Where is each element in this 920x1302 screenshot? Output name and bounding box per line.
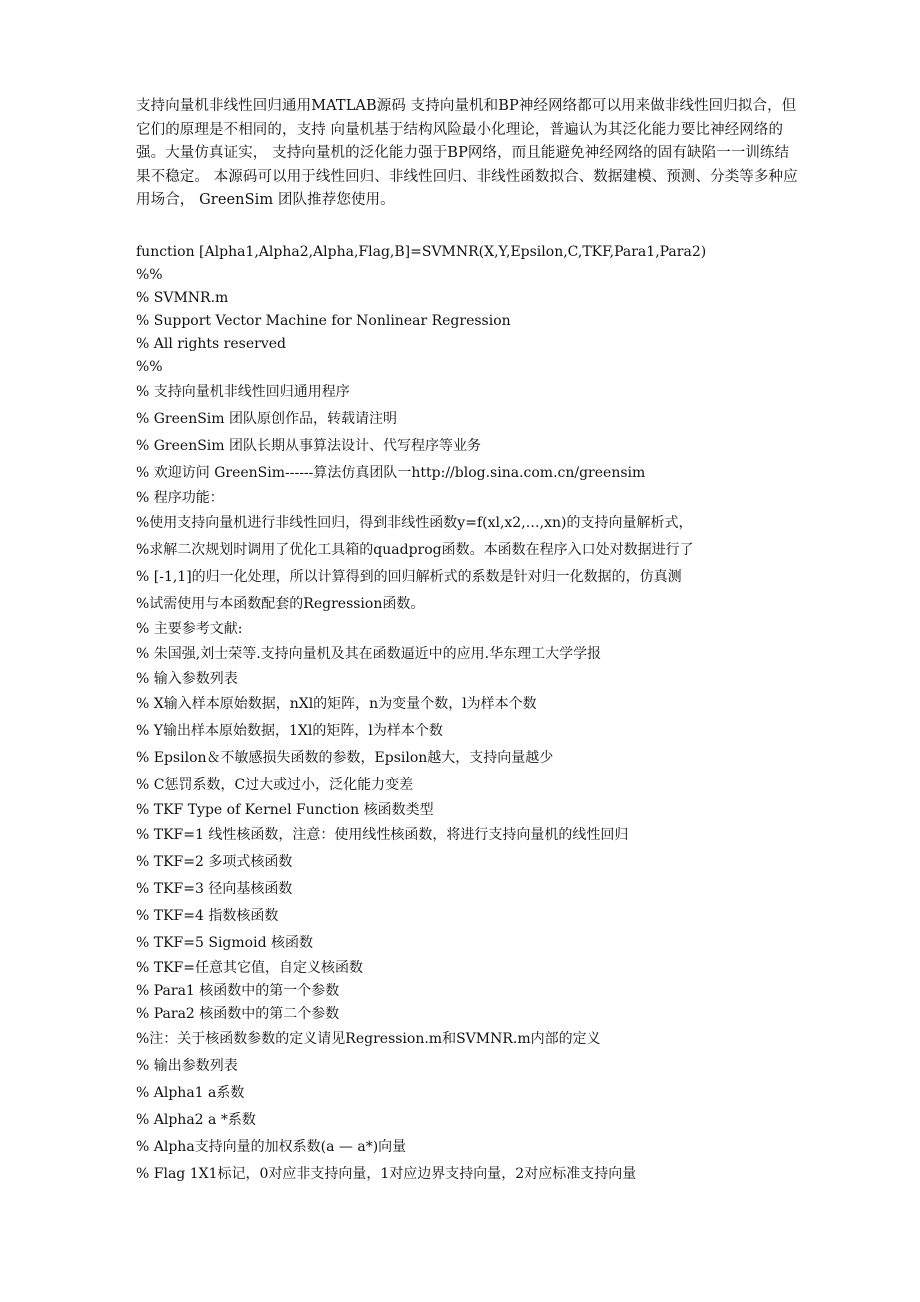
code-line: % SVMNR.m (136, 289, 229, 306)
code-line: %注：关于核函数参数的定义请见Regression.m和SVMNR.m内部的定义 (136, 1030, 601, 1047)
code-line: % TKF=1 线性核函数，注意：使用线性核函数，将进行支持向量机的线性回归 (136, 826, 629, 843)
code-line: %% (136, 266, 163, 283)
code-line: % 主要参考文献: (136, 620, 243, 637)
code-line: % Support Vector Machine for Nonlinear Regression (136, 312, 511, 329)
code-line: % [-1,1]的归一化处理，所以计算得到的回归解析式的系数是针对归一化数据的，仿真测 (136, 568, 682, 585)
code-line: % Epsilon＆不敏感损失函数的参数，Epsilon越大，支持向量越少 (136, 749, 554, 766)
code-line: % All rights reserved (136, 335, 286, 352)
code-line: % C惩罚系数，C过大或过小，泛化能力变差 (136, 776, 414, 793)
code-line: % 朱国强,刘士荣等.支持向量机及其在函数逼近中的应用.华东理工大学学报 (136, 645, 602, 662)
code-line: % GreenSim 团队长期从事算法设计、代写程序等业务 (136, 437, 482, 454)
intro-paragraph: 支持向量机非线性回归通用MATLAB源码 支持向量机和BP神经网络都可以用来做非线性回归拟合，但它们的原理是不相同的，支持 向量机基于结构风险最小化理论，普遍认为其泛化能力要比神经网络的强。大量仿真证实， 支持向量机的泛化能力强于BP网络，而且能避免神经网络的固有缺陷一一训练结果不稳定。 本源码可以用于线性回归、非线性回归、非线性函数拟合、数据建模、预测、分类等多种应 用场合， GreenSim 团队推荐您使用。 (136, 98, 798, 208)
code-line: % Alpha支持向量的加权系数(a — a*)向量 (136, 1138, 407, 1155)
code-line: % TKF=任意其它值，自定义核函数 (136, 959, 363, 976)
code-line: % X输入样本原始数据，nXl的矩阵，n为变量个数，l为样本个数 (136, 695, 537, 712)
code-line: %试需使用与本函数配套的Regression函数。 (136, 595, 425, 612)
code-line: % Y输出样本原始数据，1Xl的矩阵，l为样本个数 (136, 722, 443, 739)
code-line: % 输入参数列表 (136, 670, 238, 687)
code-line: % 输出参数列表 (136, 1057, 238, 1074)
code-line: % TKF=3 径向基核函数 (136, 880, 293, 897)
code-line: %求解二次规划时调用了优化工具箱的quadprog函数。本函数在程序入口处对数据进行了 (136, 541, 694, 558)
code-line: % GreenSim 团队原创作品，转载请注明 (136, 410, 398, 427)
code-line: % 程序功能： (136, 489, 224, 506)
code-line: % TKF Type of Kernel Function 核函数类型 (136, 801, 434, 818)
code-line: % TKF=5 Sigmoid 核函数 (136, 934, 313, 951)
code-line: % Alpha2 a *系数 (136, 1111, 256, 1128)
code-line: function [Alpha1,Alpha2,Alpha,Flag,B]=SVMNR(X,Y,Epsilon,C,TKF,Para1,Para2) (136, 243, 707, 260)
code-listing (136, 241, 816, 1188)
code-line: %% (136, 358, 163, 375)
code-line: % Alpha1 a系数 (136, 1084, 245, 1101)
code-line: % Para2 核函数中的第二个参数 (136, 1005, 340, 1022)
code-line: % TKF=2 多项式核函数 (136, 853, 293, 870)
code-line: % Para1 核函数中的第一个参数 (136, 982, 340, 999)
code-line: % 欢迎访问 GreenSim------算法仿真团队一http://blog.sina.com.cn/greensim (136, 464, 646, 481)
code-line: % 支持向量机非线性回归通用程序 (136, 383, 350, 400)
code-line: %使用支持向量机进行非线性回归，得到非线性函数y=f(xl,x2,…,xn)的支持向量解析式， (136, 514, 693, 531)
code-line: % Flag 1X1标记，0对应非支持向量，1对应边界支持向量，2对应标准支持向量 (136, 1165, 637, 1182)
code-line: % TKF=4 指数核函数 (136, 907, 279, 924)
